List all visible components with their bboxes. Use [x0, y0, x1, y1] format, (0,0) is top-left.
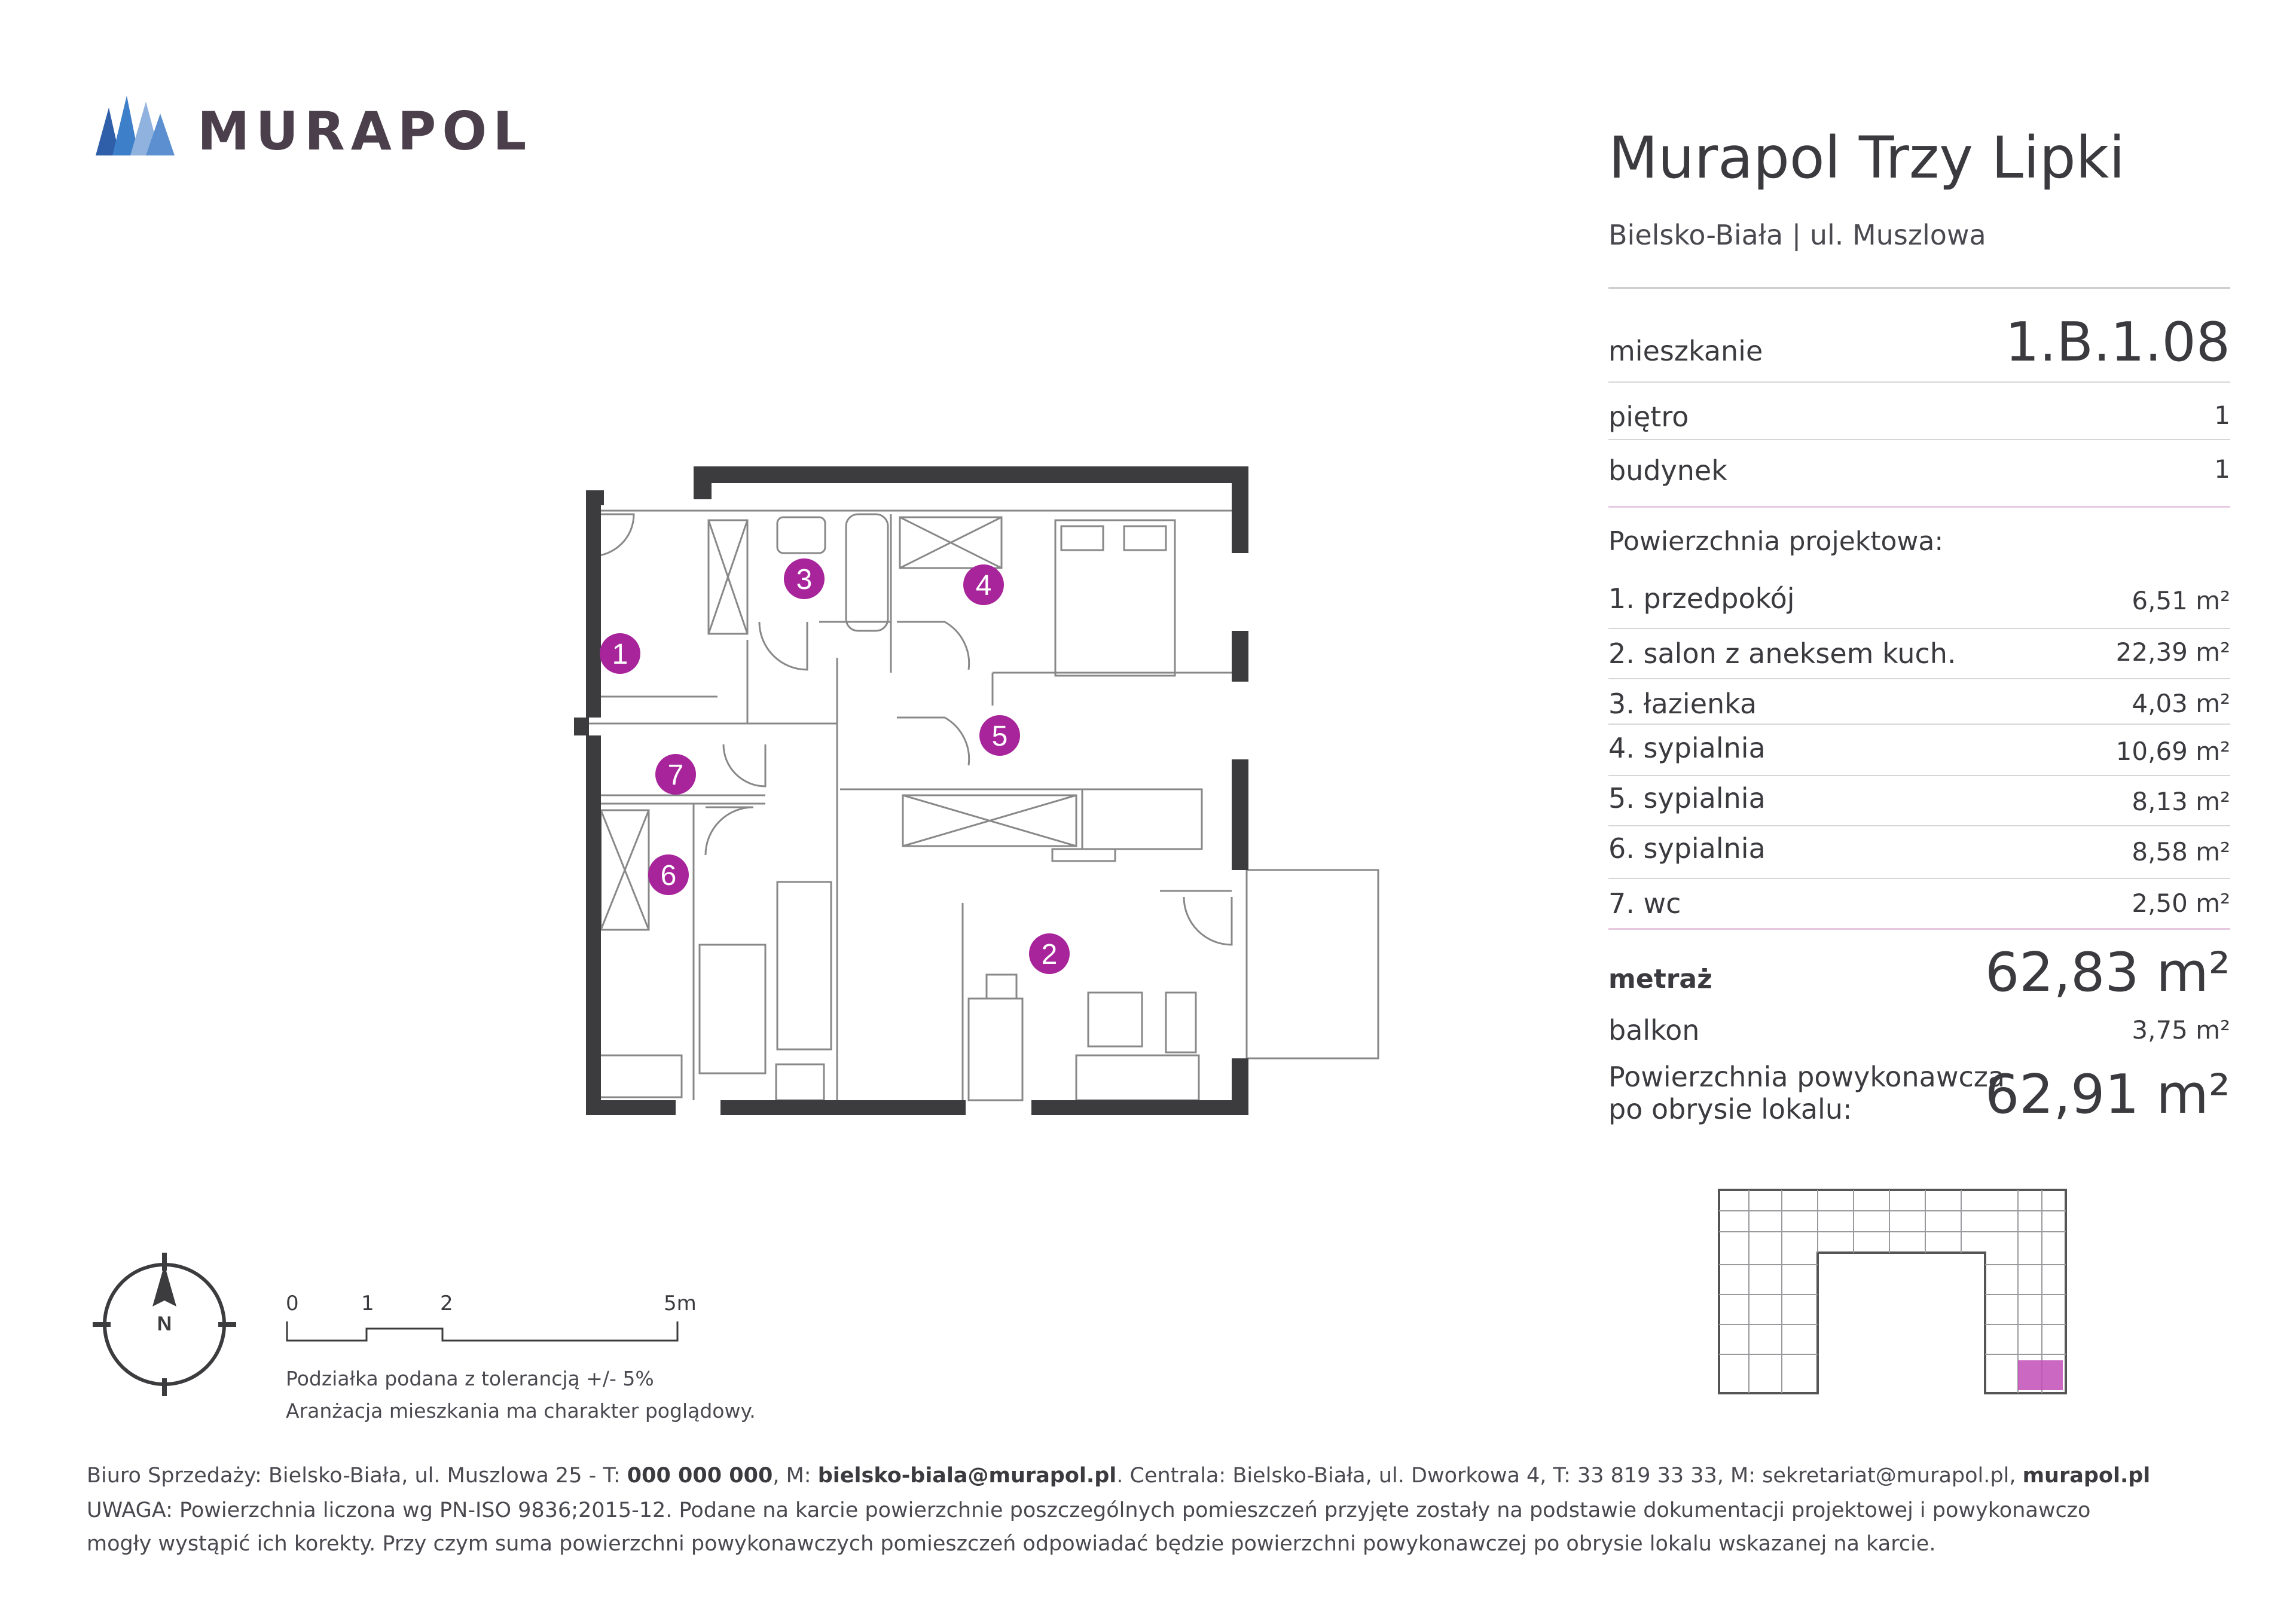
website-link[interactable]: murapol.pl: [2022, 1464, 2151, 1488]
building-label: budynek: [1608, 454, 1727, 487]
asbuilt-area-label: Powierzchnia powykonawcza: [1608, 1061, 2005, 1093]
divider: [1608, 439, 2230, 440]
divider: [1608, 678, 2230, 679]
footer-contact-line: Biuro Sprzedaży: Bielsko-Biała, ul. Muszlowa 25 - T: 000 000 000, M: bielsko-biala@murapol.pl. Centrala: Bielsko-Biała, ul. Dworkowa 4, T: 33 819 33 33, M: sekretariat@murapol.pl, murapol.pl: [87, 1464, 2151, 1488]
north-label: N: [157, 1312, 172, 1335]
asbuilt-area-value: 62,91 m²: [1984, 1063, 2230, 1126]
room-number: 6: [660, 860, 677, 892]
divider: [1608, 775, 2230, 776]
footer-disclaimer: UWAGA: Powierzchnia liczona wg PN-ISO 9836;2015-12. Podane na karcie powierzchnie poszczególnych pomieszczeń przyjęte zostały na podstawie dokumentacji projektowej i powykonawczo: [87, 1498, 2091, 1522]
room-number: 2: [1041, 939, 1058, 970]
divider: [1608, 628, 2230, 629]
floor-plan: [526, 442, 1411, 1148]
room-label: 4. sypialnia: [1608, 732, 1766, 764]
room-label: 6. sypialnia: [1608, 832, 1766, 865]
apartment-location-highlight: [2018, 1360, 2063, 1390]
sales-email-link[interactable]: bielsko-biala@murapol.pl: [817, 1464, 1117, 1488]
floor-label: piętro: [1608, 401, 1689, 433]
room-number: 1: [612, 639, 628, 670]
divider: [1608, 381, 2230, 383]
room-area: 2,50 m²: [2132, 889, 2230, 918]
footer-disclaimer-cont: mogły wystąpić ich korekty. Przy czym suma powierzchni powykonawczych pomieszczeń odpowiadać będzie powierzchni powykonawczej po obrysie lokalu wskazanej na karcie.: [87, 1532, 1936, 1556]
divider: [1608, 724, 2230, 725]
apartment-number: 1.B.1.08: [2005, 311, 2230, 374]
balcony-label: balkon: [1608, 1014, 1700, 1046]
building-value: 1: [2214, 454, 2230, 484]
design-area-heading: Powierzchnia projektowa:: [1608, 526, 1944, 557]
scale-tick-label: 1: [361, 1292, 374, 1315]
scale-tolerance-note: Podziałka podana z tolerancją +/- 5%: [286, 1367, 654, 1390]
room-area: 8,58 m²: [2132, 837, 2230, 866]
room-number: 5: [991, 721, 1008, 752]
total-area-label: metraż: [1608, 964, 1712, 994]
building-site-map: [1716, 1187, 2069, 1402]
room-label: 3. łazienka: [1608, 688, 1757, 720]
compass-icon: [87, 1247, 242, 1402]
asbuilt-area-label-cont: po obrysie lokalu:: [1608, 1093, 1852, 1125]
divider: [1608, 287, 2230, 289]
room-label: 1. przedpokój: [1608, 582, 1795, 615]
room-area: 8,13 m²: [2132, 787, 2230, 816]
room-label: 2. salon z aneksem kuch.: [1608, 637, 1956, 670]
scale-tick-label: 0: [286, 1292, 299, 1315]
scale-bar: [286, 1315, 692, 1351]
scale-tick-label: 5m: [664, 1292, 697, 1315]
arrangement-note: Aranżacja mieszkania ma charakter poglądowy.: [286, 1399, 756, 1422]
room-markers: [600, 558, 1070, 974]
room-area: 6,51 m²: [2132, 586, 2230, 615]
brand-name: MURAPOL: [197, 100, 533, 162]
divider: [1608, 928, 2230, 930]
room-number: 3: [796, 564, 813, 596]
room-number: 7: [667, 759, 684, 791]
room-label: 7. wc: [1608, 887, 1681, 920]
room-area: 22,39 m²: [2115, 637, 2230, 667]
project-title: Murapol Trzy Lipki: [1608, 124, 2125, 191]
divider: [1608, 506, 2230, 508]
floor-value: 1: [2214, 401, 2230, 430]
room-area: 10,69 m²: [2115, 737, 2230, 766]
apartment-label: mieszkanie: [1608, 335, 1763, 367]
room-number: 4: [975, 570, 992, 602]
room-label: 5. sypialnia: [1608, 782, 1766, 814]
scale-tick-label: 2: [440, 1292, 453, 1315]
divider: [1608, 878, 2230, 879]
project-location: Bielsko-Biała | ul. Muszlowa: [1608, 219, 1986, 251]
room-area: 4,03 m²: [2132, 689, 2230, 718]
total-area-value: 62,83 m²: [1984, 941, 2230, 1004]
balcony-area: 3,75 m²: [2132, 1015, 2230, 1045]
divider: [1608, 825, 2230, 826]
sales-phone[interactable]: 000 000 000: [627, 1464, 773, 1488]
